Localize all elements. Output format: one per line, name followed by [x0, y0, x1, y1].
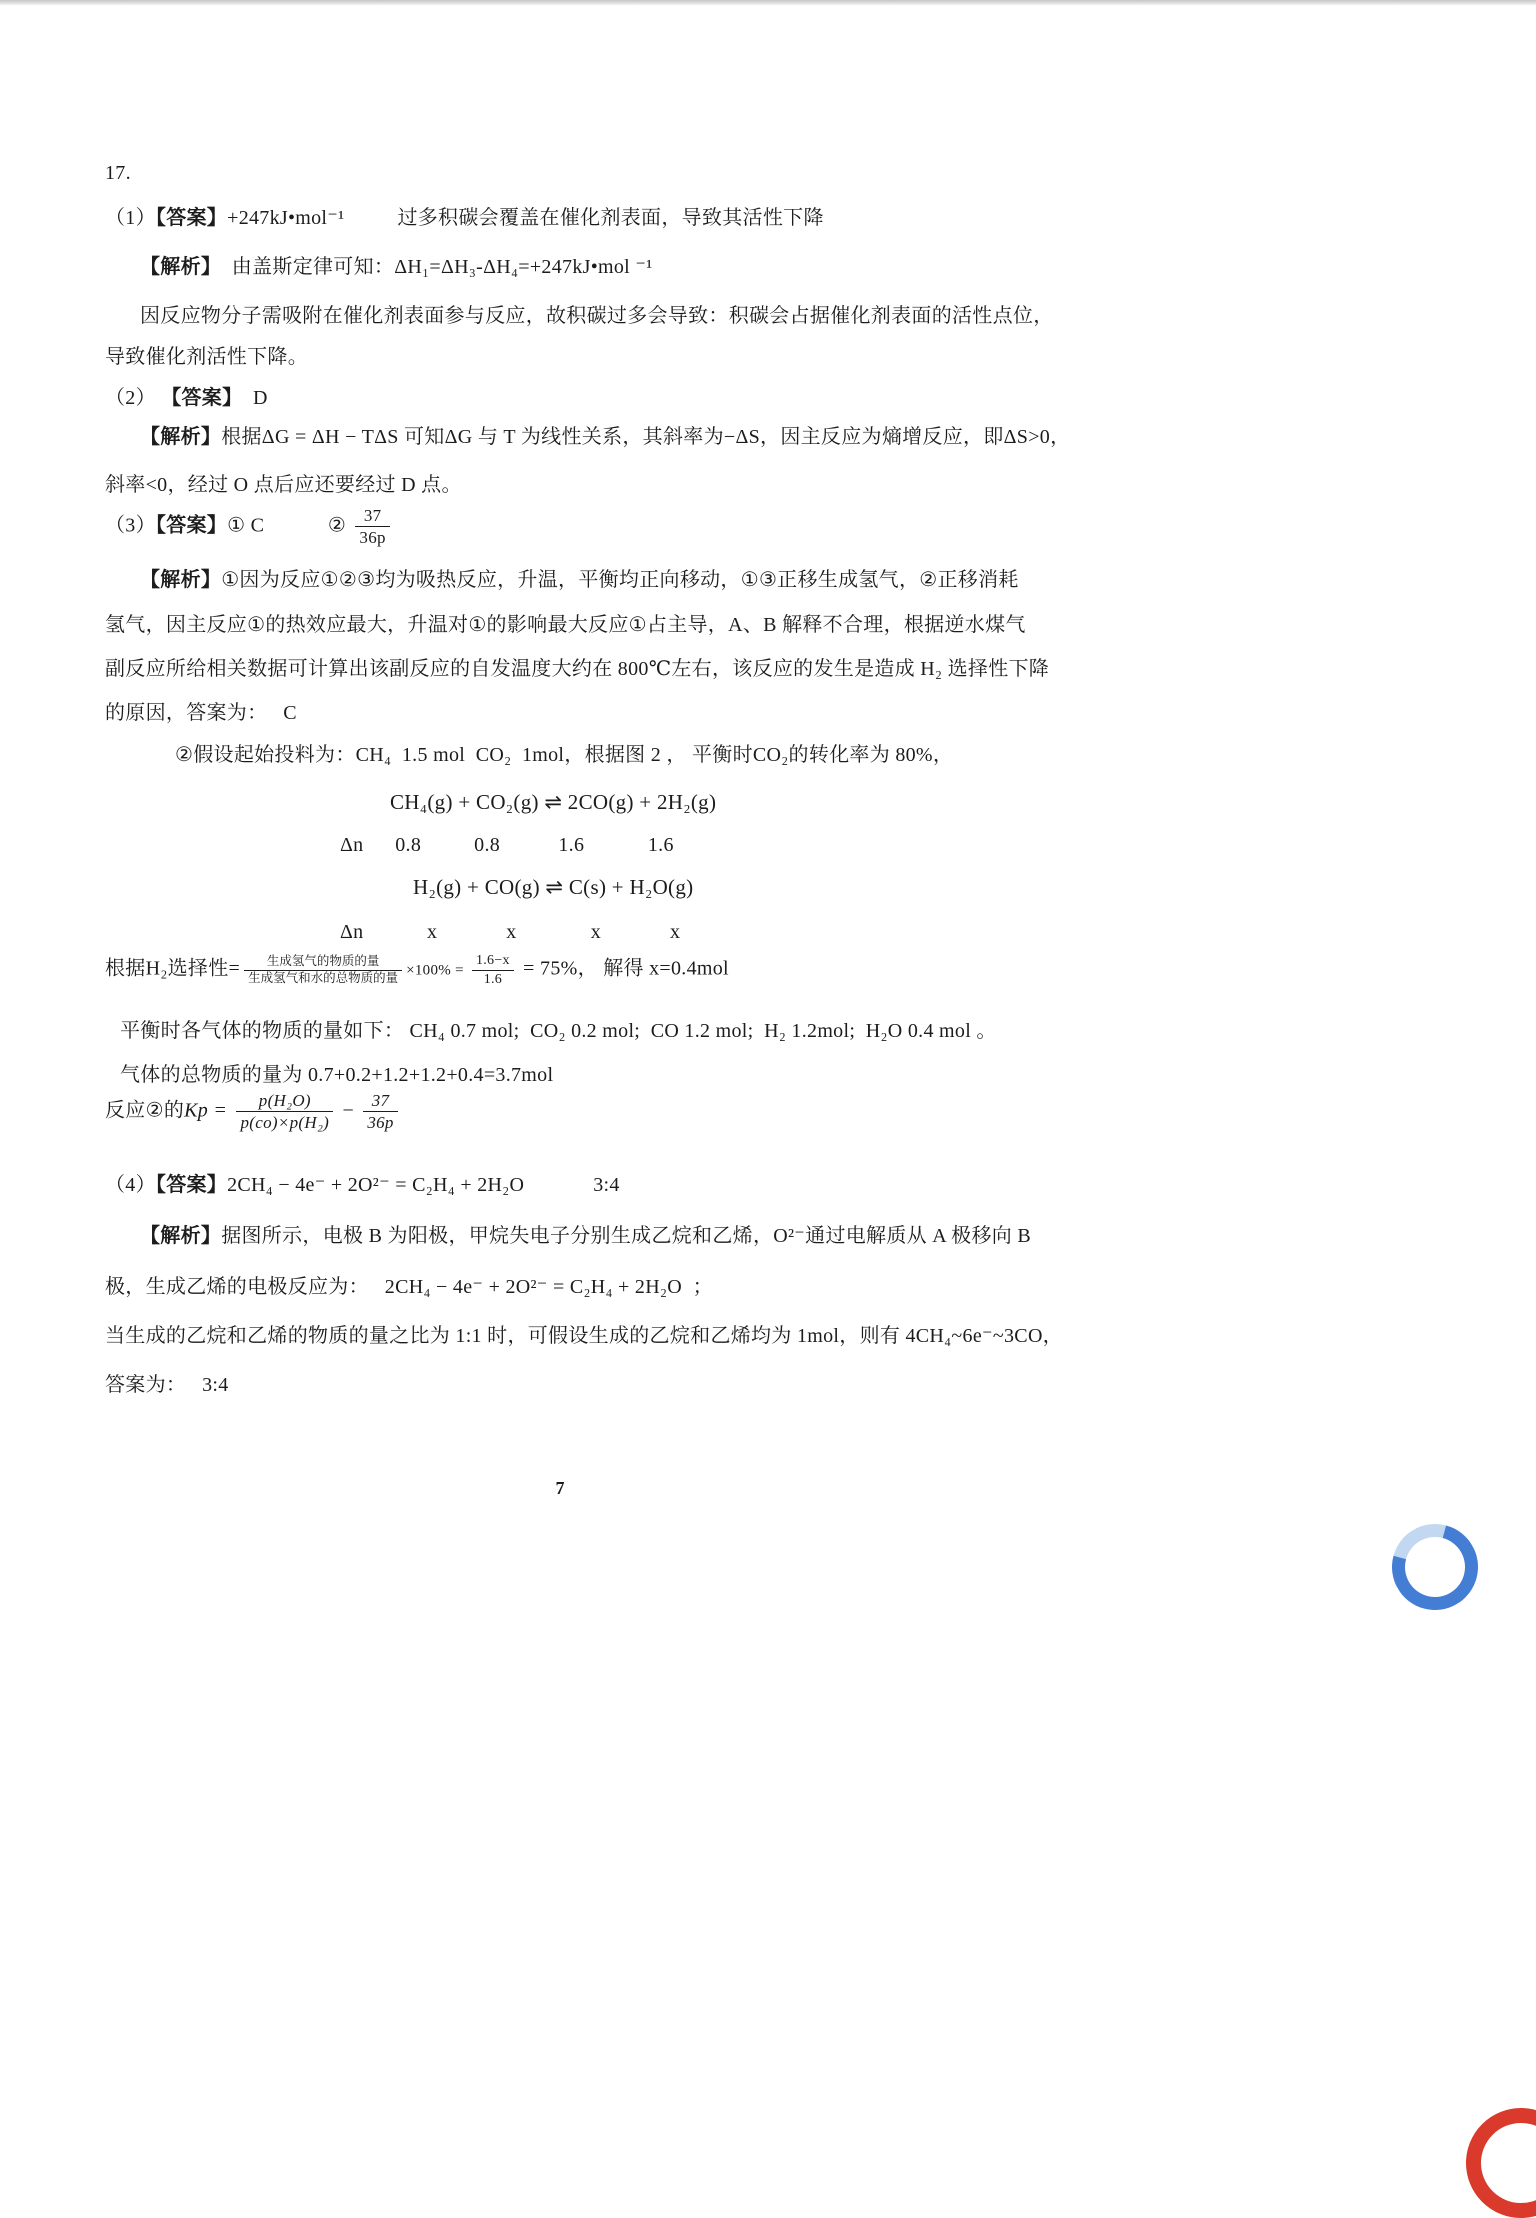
- q3-analysis-text: ①因为反应①②③均为吸热反应，升温，平衡均正向移动，①③正移生成氢气，②正移消耗: [221, 569, 1019, 591]
- q4-body-line-2: 当生成的乙烷和乙烯的物质的量之比为 1:1 时，可假设生成的乙烷和乙烯均为 1mol，则有 4CH₄~6e⁻~3CO，: [105, 1325, 1063, 1347]
- analysis-marker: 【解析】: [140, 256, 222, 278]
- kp-dash: −: [337, 1099, 360, 1122]
- q3-body-line-1: 氢气，因主反应①的热效应最大，升温对①的影响最大反应①占主导，A、B 解释不合理，根据逆水煤气: [105, 614, 1026, 636]
- q2-answer-line: [105, 383, 268, 413]
- question-number: 17.: [105, 162, 131, 184]
- fraction-numerator: 37: [363, 1090, 397, 1112]
- q4-answer-text: 2CH₄ − 4e⁻ + 2O²⁻ = C₂H₄ + 2H₂O 3:4: [227, 1174, 620, 1196]
- reaction-equation-1: CH₄(g) + CO₂(g) ⇌ 2CO(g) + 2H₂(g): [390, 790, 717, 814]
- fraction-numerator: 1.6−x: [472, 952, 514, 971]
- fraction-numerator: 37: [355, 505, 389, 527]
- answer-marker: 【答案】: [155, 514, 228, 537]
- q1-answer-text: +247kJ•mol⁻¹ 过多积碳会覆盖在催化剂表面，导致其活性下降: [227, 207, 824, 229]
- q3-answer-text: ① C ②: [227, 514, 352, 537]
- q2-body-line-1: 斜率<0，经过 O 点后应还要经过 D 点。: [105, 474, 462, 496]
- q1-label: （1）: [105, 207, 156, 229]
- selectivity-definition-fraction: [244, 954, 402, 986]
- analysis-marker: 【解析】: [140, 426, 222, 448]
- delta-n-row-2: Δn x x x x: [340, 921, 681, 943]
- equilibrium-amounts-line: 平衡时各气体的物质的量如下： CH₄ 0.7 mol; CO₂ 0.2 mol; CO 1.2 mol; H₂ 1.2mol; H₂O 0.4 mol 。: [120, 1020, 997, 1042]
- q1-analysis-text: 由盖斯定律可知：ΔH₁=ΔH₃-ΔH₄=+247kJ•mol ⁻¹: [221, 256, 653, 278]
- fraction-numerator: 生成氢气的物质的量: [244, 954, 402, 971]
- q4-body-line-3: 答案为： 3:4: [105, 1374, 229, 1396]
- kp-variable: Kp =: [184, 1099, 233, 1122]
- selectivity-prefix: 根据H₂选择性=: [105, 957, 241, 980]
- q1-body-line-2: 导致催化剂活性下降。: [105, 346, 308, 368]
- analysis-marker: 【解析】: [140, 569, 222, 591]
- kp-pressure-fraction: [236, 1090, 333, 1134]
- reaction-equation-2: H₂(g) + CO(g) ⇌ C(s) + H₂O(g): [413, 875, 694, 899]
- q3-body-line-3: 的原因，答案为： C: [105, 702, 297, 724]
- corner-logo-partial-icon: [1466, 2108, 1536, 2218]
- q2-label: （2）: [105, 387, 162, 409]
- answer-3-fraction: [355, 505, 389, 549]
- q3-analysis-line: [140, 565, 1019, 595]
- q3-sub2-line: ②假设起始投料为：CH₄ 1.5 mol CO₂ 1mol，根据图 2 ， 平衡时CO₂的转化率为 80%，: [175, 744, 954, 766]
- q2-analysis-line: [140, 422, 1070, 452]
- q1-answer-line: [105, 203, 824, 233]
- answer-marker: 【答案】: [155, 207, 228, 229]
- fraction-denominator: p(co)×p(H₂): [240, 1113, 330, 1133]
- q1-analysis-line: [140, 252, 652, 282]
- answer-marker: 【答案】: [155, 1174, 228, 1196]
- q3-label: （3）: [105, 514, 156, 537]
- selectivity-result: = 75%， 解得 x=0.4mol: [517, 957, 729, 980]
- selectivity-ratio-fraction: [472, 952, 514, 988]
- fraction-denominator: 生成氢气和水的总物质的量: [248, 970, 399, 985]
- selectivity-times-100: ×100% =: [406, 962, 468, 979]
- q2-answer-text: D: [242, 387, 268, 409]
- q3-body-line-2: 副反应所给相关数据可计算出该副反应的自发温度大约在 800℃左右，该反应的发生是造成 H₂ 选择性下降: [105, 658, 1050, 680]
- delta-n-row-1: Δn 0.8 0.8 1.6 1.6: [340, 834, 674, 856]
- q4-answer-line: [105, 1170, 620, 1200]
- page-number: 7: [555, 1478, 565, 1498]
- q4-body-line-1: 极，生成乙烯的电极反应为： 2CH₄ − 4e⁻ + 2O²⁻ = C₂H₄ + 2H₂O ；: [105, 1276, 713, 1298]
- q4-analysis-text: 据图所示，电极 B 为阳极，甲烷失电子分别生成乙烷和乙烯，O²⁻通过电解质从 A 极移向 B: [221, 1225, 1032, 1247]
- brand-logo-partial-icon: [1376, 1508, 1493, 1625]
- fraction-denominator: 36p: [359, 528, 386, 548]
- h2-selectivity-equation: [105, 952, 729, 988]
- scan-edge-artifact: [0, 0, 1536, 5]
- fraction-denominator: 1.6: [483, 971, 503, 987]
- total-moles-line: 气体的总物质的量为 0.7+0.2+1.2+1.2+0.4=3.7mol: [120, 1064, 554, 1086]
- q2-analysis-text: 根据ΔG = ΔH − TΔS 可知ΔG 与 T 为线性关系，其斜率为−ΔS，因主反应为熵增反应，即ΔS>0，: [221, 426, 1071, 448]
- q4-analysis-line: [140, 1221, 1031, 1251]
- answer-marker: 【答案】: [161, 387, 243, 409]
- fraction-denominator: 36p: [367, 1113, 394, 1133]
- q4-label: （4）: [105, 1174, 156, 1196]
- q1-body-line-1: 因反应物分子需吸附在催化剂表面参与反应，故积碳过多会导致：积碳会占据催化剂表面的活性点位，: [140, 305, 1054, 327]
- fraction-numerator: p(H₂O): [236, 1090, 333, 1112]
- kp-expression-line: [105, 1090, 402, 1134]
- kp-label: 反应②的: [105, 1099, 185, 1122]
- analysis-marker: 【解析】: [140, 1225, 222, 1247]
- q3-answer-line: [105, 505, 394, 549]
- kp-value-fraction: [363, 1090, 397, 1134]
